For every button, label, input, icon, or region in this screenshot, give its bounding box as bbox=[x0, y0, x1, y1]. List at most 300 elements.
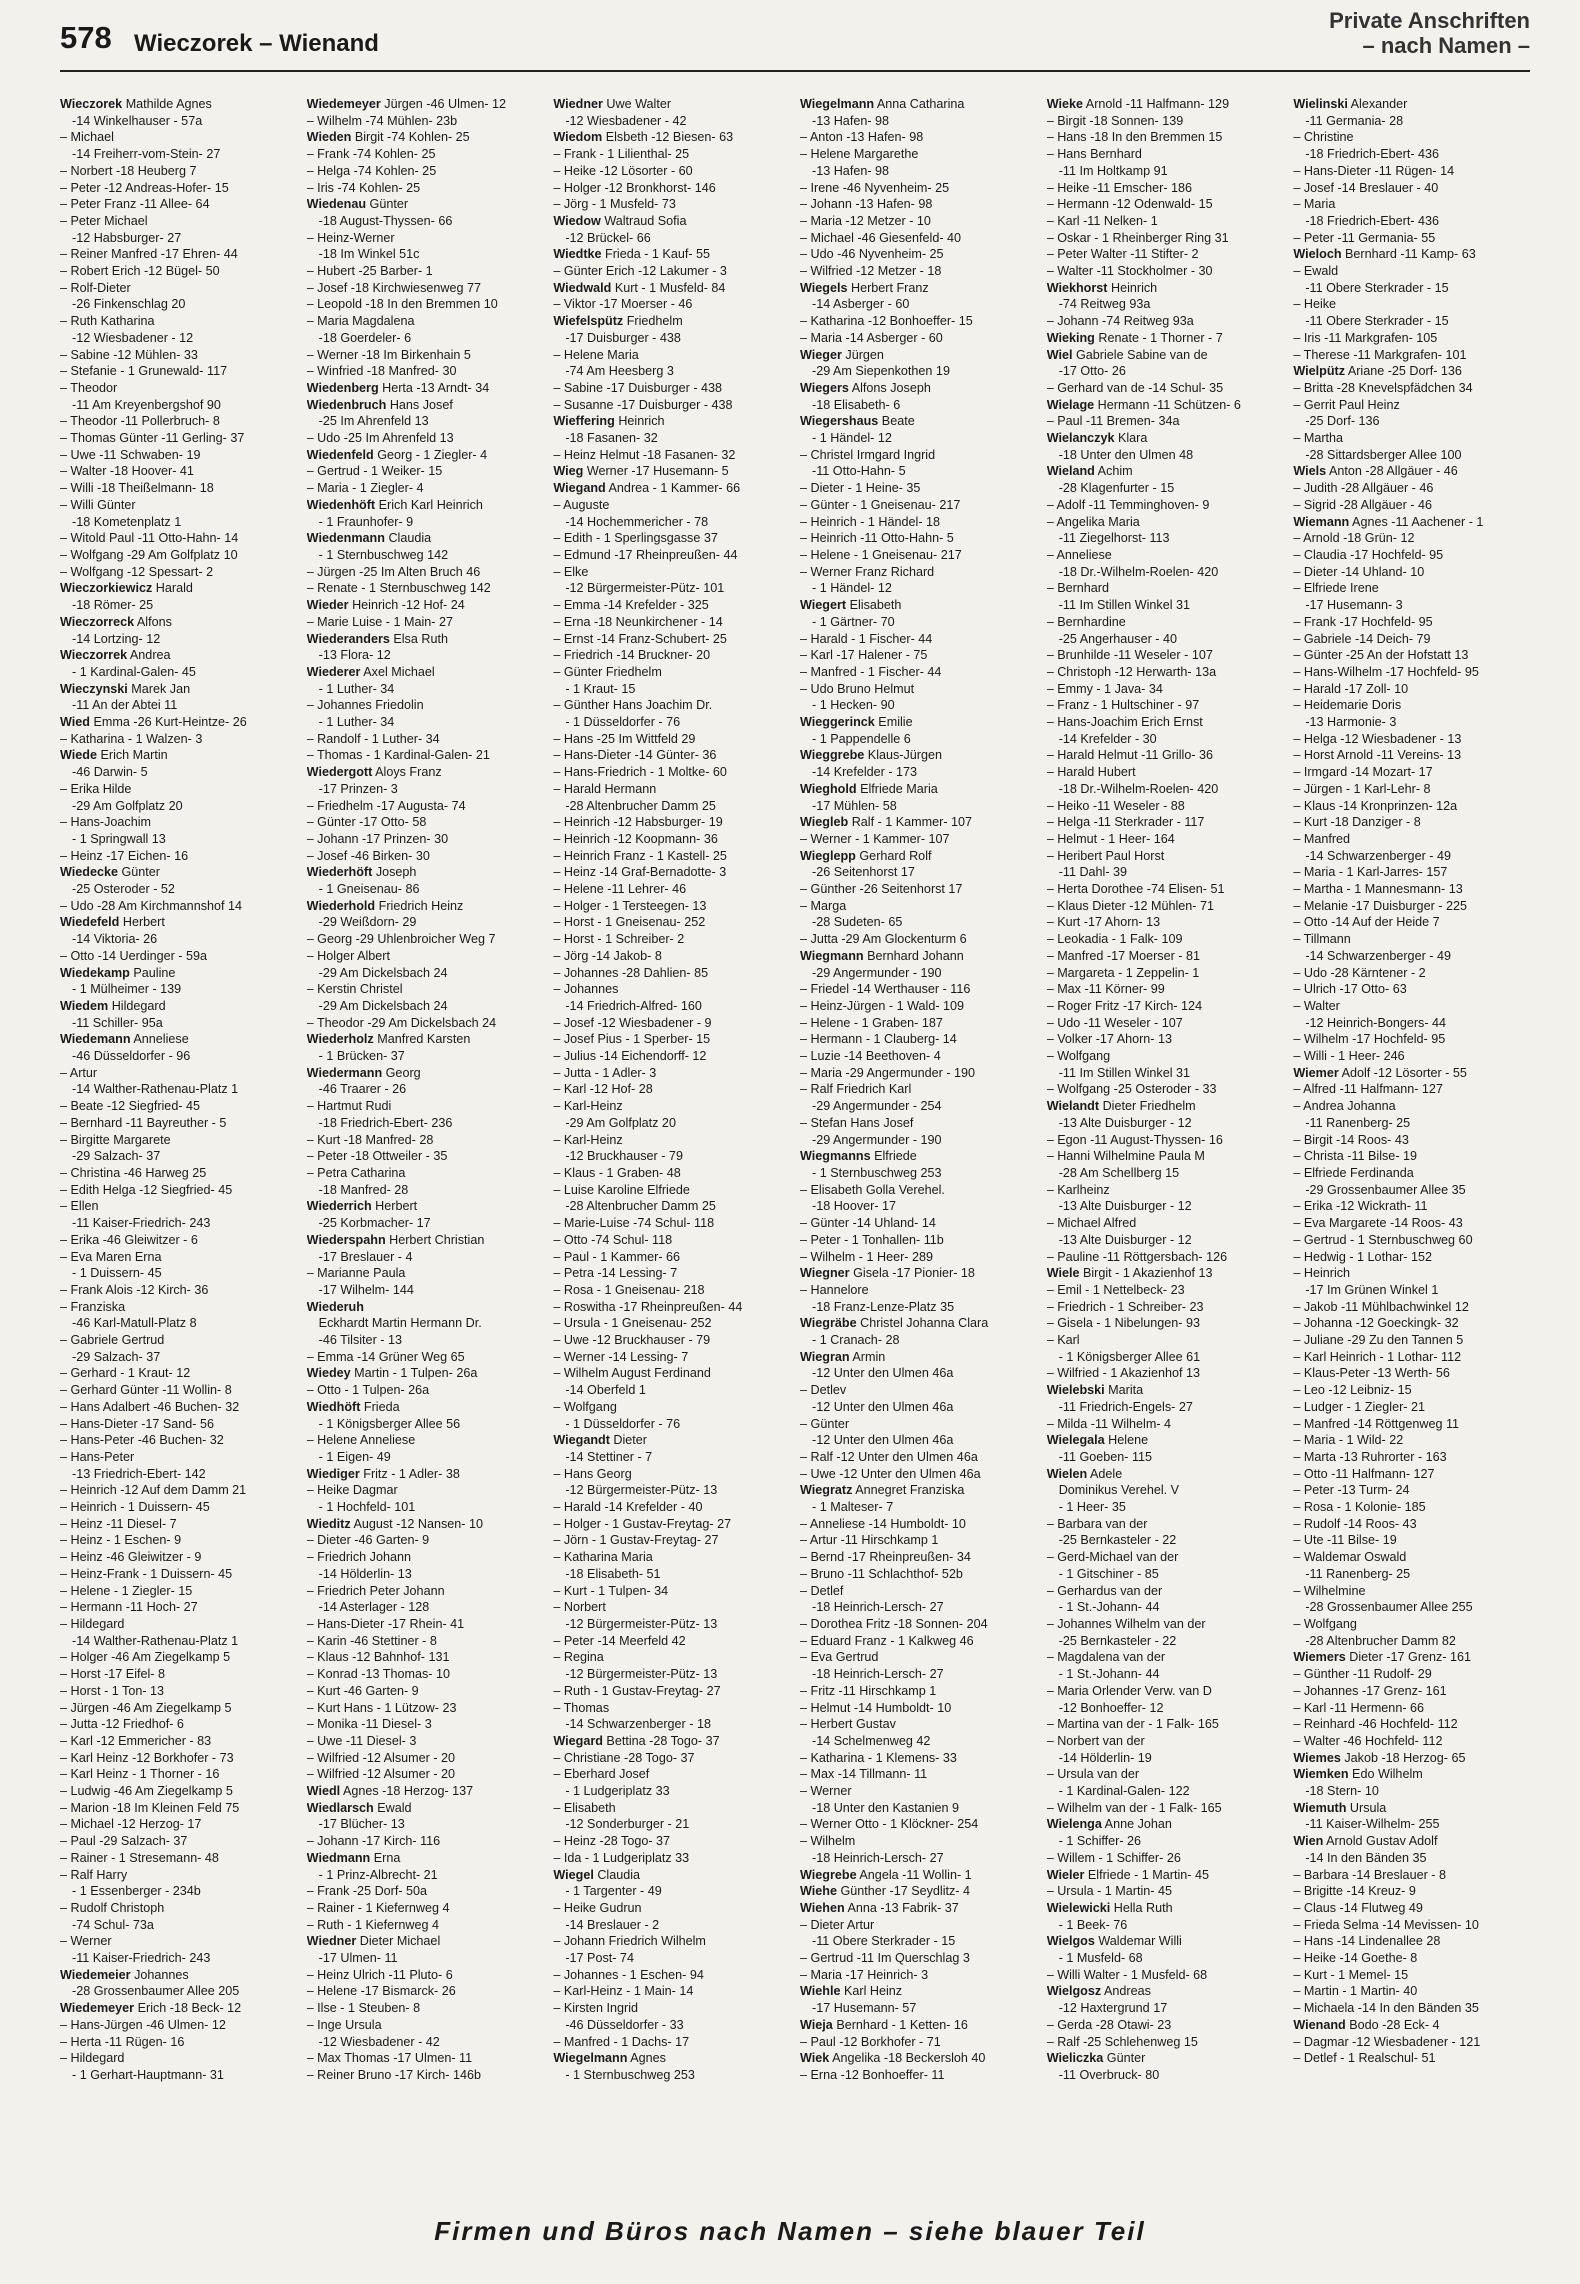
entry-text: -18 Friedrich-Ebert- 436 bbox=[1305, 213, 1440, 228]
directory-entry bbox=[800, 463, 1037, 480]
directory-entry bbox=[553, 397, 790, 414]
directory-entry bbox=[1293, 196, 1530, 213]
entry-text: – Heinrich -12 Habsburger- 19 bbox=[553, 815, 723, 830]
entry-text: – Paul - 1 Kammer- 66 bbox=[553, 1249, 681, 1264]
directory-entry bbox=[60, 714, 297, 731]
directory-entry bbox=[1293, 1766, 1530, 1783]
entry-text: – Heiko -11 Weseler - 88 bbox=[1046, 798, 1185, 813]
directory-entry bbox=[1047, 1883, 1284, 1900]
directory-entry bbox=[1293, 1700, 1530, 1717]
entry-text: – Peter - 1 Tonhallen- 11b bbox=[800, 1232, 944, 1247]
directory-entry bbox=[307, 1967, 544, 1984]
directory-entry bbox=[553, 1900, 790, 1917]
directory-column-4 bbox=[800, 96, 1037, 2176]
directory-entry bbox=[1293, 1933, 1530, 1950]
directory-entry bbox=[307, 1382, 544, 1399]
directory-entry bbox=[307, 447, 544, 464]
directory-entry bbox=[1047, 747, 1284, 764]
directory-entry bbox=[800, 1499, 1037, 1516]
directory-entry bbox=[1047, 1065, 1284, 1082]
entry-text: – Heike -12 Lösorter - 60 bbox=[553, 163, 693, 178]
entry-text: – Werner -18 Im Birkenhain 5 bbox=[306, 347, 471, 362]
directory-entry bbox=[60, 1816, 297, 1833]
directory-entry bbox=[800, 831, 1037, 848]
directory-entry bbox=[307, 497, 544, 514]
directory-entry bbox=[60, 1048, 297, 1065]
entry-text: -12 Wiesbadener - 42 bbox=[565, 113, 687, 128]
entry-text: – Ernst -14 Franz-Schubert- 25 bbox=[553, 631, 727, 646]
entry-surname: Wiemer bbox=[1293, 1065, 1339, 1080]
directory-entry bbox=[307, 1315, 544, 1332]
directory-entry bbox=[1293, 2034, 1530, 2051]
entry-text: – Helene Anneliese bbox=[306, 1433, 416, 1448]
directory-entry bbox=[800, 1883, 1037, 1900]
entry-text: – Gerhard - 1 Kraut- 12 bbox=[60, 1366, 191, 1381]
directory-entry bbox=[307, 864, 544, 881]
entry-text: -12 Bruckhauser - 79 bbox=[565, 1149, 683, 1164]
entry-surname: Wielanczyk bbox=[1046, 431, 1115, 446]
directory-entry bbox=[1047, 1115, 1284, 1132]
directory-entry bbox=[1047, 463, 1284, 480]
directory-entry bbox=[1293, 1466, 1530, 1483]
directory-entry bbox=[1293, 697, 1530, 714]
directory-entry bbox=[307, 1449, 544, 1466]
entry-text: – Sabine -17 Duisburger - 438 bbox=[553, 380, 723, 395]
entry-text: – Karlheinz bbox=[1046, 1182, 1110, 1197]
entry-text: - 1 Essenberger - 234b bbox=[72, 1884, 201, 1899]
entry-text: Elfriede - 1 Martin- 45 bbox=[1087, 1867, 1209, 1882]
directory-entry bbox=[800, 1449, 1037, 1466]
entry-text: – Marie-Luise -74 Schul- 118 bbox=[553, 1216, 715, 1231]
directory-entry bbox=[1047, 798, 1284, 815]
directory-entry bbox=[60, 430, 297, 447]
entry-text: – Julius -14 Eichendorff- 12 bbox=[553, 1049, 707, 1064]
entry-text: – Milda -11 Wilhelm- 4 bbox=[1046, 1416, 1172, 1431]
directory-entry bbox=[60, 1716, 297, 1733]
directory-entry bbox=[1293, 614, 1530, 631]
directory-entry bbox=[800, 1816, 1037, 1833]
entry-text: – Gabriele -14 Deich- 79 bbox=[1293, 631, 1431, 646]
directory-entry bbox=[553, 263, 790, 280]
entry-surname: Wieden bbox=[306, 130, 352, 145]
entry-text: – Wilfried - 1 Akazienhof 13 bbox=[1046, 1366, 1200, 1381]
entry-text: – Walter -11 Stockholmer - 30 bbox=[1046, 264, 1213, 279]
entry-text: – Norbert bbox=[553, 1600, 606, 1615]
entry-surname: Wieczorreck bbox=[60, 614, 135, 629]
entry-text: Johannes bbox=[134, 1967, 189, 1982]
entry-text: – Maria -29 Angermunder - 190 bbox=[800, 1065, 976, 1080]
directory-entry bbox=[1293, 998, 1530, 1015]
directory-entry bbox=[307, 1098, 544, 1115]
directory-entry bbox=[553, 647, 790, 664]
entry-text: -17 Post- 74 bbox=[565, 1951, 634, 1966]
directory-entry bbox=[800, 447, 1037, 464]
directory-entry bbox=[60, 230, 297, 247]
entry-text: -17 Duisburger - 438 bbox=[565, 330, 681, 345]
entry-text: -12 Unter den Ulmen 46a bbox=[812, 1366, 954, 1381]
directory-entry bbox=[307, 313, 544, 330]
entry-text: -18 Goerdeler- 6 bbox=[318, 330, 412, 345]
entry-text: – Bruno -11 Schlachthof- 52b bbox=[800, 1566, 963, 1581]
entry-text: – Otto - 1 Tulpen- 26a bbox=[306, 1383, 430, 1398]
directory-entry bbox=[307, 631, 544, 648]
directory-entry bbox=[307, 1249, 544, 1266]
entry-text: Friedrich Heinz bbox=[378, 898, 464, 913]
directory-entry bbox=[553, 213, 790, 230]
entry-text: – Peter -12 Andreas-Hofer- 15 bbox=[60, 180, 229, 195]
entry-surname: Wiegratz bbox=[800, 1483, 853, 1498]
entry-text: – Gerhardus van der bbox=[1046, 1583, 1163, 1598]
entry-text: -12 Unter den Ulmen 46a bbox=[812, 1433, 954, 1448]
directory-entry bbox=[553, 1065, 790, 1082]
entry-surname: Wieczynski bbox=[60, 681, 128, 696]
directory-entry bbox=[800, 714, 1037, 731]
directory-entry bbox=[60, 1683, 297, 1700]
entry-text: – Erna -12 Bonhoeffer- 11 bbox=[800, 2067, 945, 2082]
directory-entry bbox=[60, 864, 297, 881]
entry-text: – Katharina -12 Bonhoeffer- 15 bbox=[800, 314, 973, 329]
entry-surname: Wielandt bbox=[1046, 1099, 1100, 1114]
directory-entry bbox=[60, 647, 297, 664]
entry-text: -28 Sittardsberger Allee 100 bbox=[1305, 447, 1462, 462]
entry-text: – Rolf-Dieter bbox=[60, 280, 131, 295]
entry-text: Manfred Karsten bbox=[377, 1032, 471, 1047]
directory-entry bbox=[553, 764, 790, 781]
entry-text: Arnold Gustav Adolf bbox=[1326, 1834, 1438, 1849]
entry-text: Herbert Franz bbox=[851, 280, 929, 295]
entry-text: -18 Elisabeth- 51 bbox=[565, 1566, 661, 1581]
directory-entry bbox=[1047, 1232, 1284, 1249]
entry-text: – Udo -46 Nyvenheim- 25 bbox=[800, 247, 944, 262]
entry-text: -11 Im Stillen Winkel 31 bbox=[1058, 598, 1191, 613]
entry-text: Anneliese bbox=[133, 1032, 189, 1047]
directory-entry bbox=[60, 2034, 297, 2051]
entry-text: -18 Elisabeth- 6 bbox=[812, 397, 901, 412]
directory-entry bbox=[800, 1065, 1037, 1082]
entry-text: – Dieter -46 Garten- 9 bbox=[306, 1533, 430, 1548]
directory-entry bbox=[1293, 631, 1530, 648]
entry-text: Karl Heinz bbox=[844, 1984, 903, 1999]
entry-text: -28 Grossenbaumer Allee 255 bbox=[1305, 1600, 1473, 1615]
entry-text: – Kurt -17 Ahorn- 13 bbox=[1046, 915, 1161, 930]
entry-text: – Dieter -14 Uhland- 10 bbox=[1293, 564, 1425, 579]
directory-entry bbox=[800, 564, 1037, 581]
directory-entry bbox=[307, 1132, 544, 1149]
directory-entry bbox=[553, 864, 790, 881]
entry-text: - 1 Brücken- 37 bbox=[318, 1049, 405, 1064]
directory-entry bbox=[60, 831, 297, 848]
entry-text: – Udo -28 Am Kirchmannshof 14 bbox=[60, 898, 243, 913]
entry-text: Birgit - 1 Akazienhof 13 bbox=[1082, 1266, 1213, 1281]
directory-entry bbox=[307, 564, 544, 581]
entry-text: -17 Otto- 26 bbox=[1058, 364, 1126, 379]
directory-entry bbox=[1047, 1683, 1284, 1700]
directory-entry bbox=[307, 1332, 544, 1349]
entry-surname: Wied bbox=[60, 715, 90, 730]
entry-text: – Jörn - 1 Gustav-Freytag- 27 bbox=[553, 1533, 719, 1548]
entry-text: – Otto -14 Uerdinger - 59a bbox=[60, 948, 208, 963]
entry-text: -26 Finkenschlag 20 bbox=[72, 297, 186, 312]
directory-entry bbox=[553, 347, 790, 364]
entry-text: – Heinz Helmut -18 Fasanen- 32 bbox=[553, 447, 736, 462]
entry-text: Georg bbox=[385, 1065, 421, 1080]
entry-text: – Hermann -12 Odenwald- 15 bbox=[1046, 197, 1213, 212]
entry-text: -18 Franz-Lenze-Platz 35 bbox=[812, 1299, 955, 1314]
entry-text: -11 Germania- 28 bbox=[1305, 113, 1404, 128]
entry-surname: Wiele bbox=[1046, 1266, 1080, 1281]
directory-entry bbox=[307, 380, 544, 397]
entry-surname: Wieczorek bbox=[60, 97, 123, 111]
entry-text: – Detlef bbox=[800, 1583, 844, 1598]
entry-text: -17 Mühlen- 58 bbox=[812, 798, 897, 813]
entry-text: – Herta Dorothee -74 Elisen- 51 bbox=[1046, 882, 1225, 897]
section-title bbox=[1329, 8, 1530, 58]
entry-surname: Wiediger bbox=[306, 1466, 360, 1481]
entry-text: -14 In den Bänden 35 bbox=[1305, 1850, 1427, 1865]
directory-entry bbox=[1047, 831, 1284, 848]
entry-text: – Wolfgang bbox=[1046, 1049, 1111, 1064]
entry-text: – Christel Irmgard Ingrid bbox=[800, 447, 936, 462]
entry-text: -11 Kaiser-Friedrich- 243 bbox=[72, 1951, 211, 1966]
entry-text: Pauline bbox=[133, 965, 176, 980]
entry-text: – Günter -25 An der Hofstatt 13 bbox=[1293, 648, 1469, 663]
entry-text: – Alfred -11 Halfmann- 127 bbox=[1293, 1082, 1443, 1097]
entry-text: – Heinz-Frank - 1 Duissern- 45 bbox=[60, 1566, 233, 1581]
directory-entry bbox=[1047, 1933, 1284, 1950]
entry-text: -11 Schiller- 95a bbox=[72, 1015, 163, 1030]
entry-text: – Marga bbox=[800, 898, 847, 913]
directory-entry bbox=[1047, 163, 1284, 180]
entry-text: Bettina -28 Togo- 37 bbox=[606, 1733, 720, 1748]
directory-entry bbox=[1293, 397, 1530, 414]
entry-text: – Judith -28 Allgäuer - 46 bbox=[1293, 481, 1434, 496]
entry-text: – Auguste bbox=[553, 497, 610, 512]
entry-text: -18 Kometenplatz 1 bbox=[72, 514, 182, 529]
directory-entry bbox=[1293, 764, 1530, 781]
entry-text: – Josef -46 Birken- 30 bbox=[306, 848, 430, 863]
entry-surname: Wiegand bbox=[553, 481, 606, 496]
directory-entry bbox=[60, 447, 297, 464]
directory-entry bbox=[1293, 1532, 1530, 1549]
directory-entry bbox=[1293, 1148, 1530, 1165]
entry-text: - 1 Sternbuschweg 142 bbox=[318, 547, 449, 562]
directory-entry bbox=[60, 1549, 297, 1566]
entry-text: -29 Am Dickelsbach 24 bbox=[318, 965, 448, 980]
directory-entry bbox=[307, 681, 544, 698]
directory-entry bbox=[800, 296, 1037, 313]
directory-entry bbox=[60, 931, 297, 948]
directory-entry bbox=[307, 363, 544, 380]
entry-surname: Wielenga bbox=[1046, 1817, 1102, 1832]
directory-entry bbox=[307, 246, 544, 263]
directory-entry bbox=[800, 747, 1037, 764]
entry-text: – Walter bbox=[1293, 998, 1340, 1013]
entry-text: - 1 St.-Johann- 44 bbox=[1058, 1600, 1160, 1615]
directory-entry bbox=[553, 1399, 790, 1416]
directory-entry bbox=[800, 113, 1037, 130]
entry-text: - 1 Beek- 76 bbox=[1058, 1917, 1128, 1932]
directory-entry bbox=[1047, 1532, 1284, 1549]
directory-entry bbox=[1293, 1566, 1530, 1583]
entry-text: – Eva Gertrud bbox=[800, 1650, 879, 1665]
entry-text: – Günter Erich -12 Lakumer - 3 bbox=[553, 264, 727, 279]
directory-entry bbox=[1293, 814, 1530, 831]
entry-text: – Ursula - 1 Gneisenau- 252 bbox=[553, 1316, 712, 1331]
entry-text: - 1 Pappendelle 6 bbox=[812, 731, 911, 746]
entry-text: – Hans -18 In den Bremmen 15 bbox=[1046, 130, 1223, 145]
directory-entry bbox=[1293, 1182, 1530, 1199]
entry-text: – Hildegard bbox=[60, 2051, 125, 2066]
entry-text: – Uwe -12 Unter den Ulmen 46a bbox=[800, 1466, 981, 1481]
directory-entry bbox=[1293, 447, 1530, 464]
entry-text: -14 Walther-Rathenau-Platz 1 bbox=[72, 1633, 239, 1648]
entry-text: – Josef Pius - 1 Sperber- 15 bbox=[553, 1032, 711, 1047]
directory-entry bbox=[1293, 1750, 1530, 1767]
directory-entry bbox=[1293, 347, 1530, 364]
entry-text: -18 Dr.-Wilhelm-Roelen- 420 bbox=[1058, 564, 1219, 579]
entry-text: – Heinz-Werner bbox=[306, 230, 395, 245]
entry-text: – Johannes Friedolin bbox=[306, 698, 424, 713]
directory-entry bbox=[553, 747, 790, 764]
directory-entry bbox=[800, 380, 1037, 397]
entry-text: – Christa -11 Bilse- 19 bbox=[1293, 1149, 1418, 1164]
directory-entry bbox=[60, 898, 297, 915]
entry-text: Angela -11 Wollin- 1 bbox=[859, 1867, 972, 1882]
directory-entry bbox=[800, 230, 1037, 247]
directory-entry bbox=[1293, 1249, 1530, 1266]
entry-surname: Wiedner bbox=[306, 1934, 357, 1949]
directory-entry bbox=[307, 1800, 544, 1817]
directory-entry bbox=[1293, 1048, 1530, 1065]
entry-text: -74 Reitweg 93a bbox=[1058, 297, 1151, 312]
entry-surname: Wiede bbox=[60, 748, 97, 763]
directory-entry bbox=[60, 1198, 297, 1215]
directory-entry bbox=[1293, 898, 1530, 915]
entry-surname: Wiedenhöft bbox=[306, 497, 376, 512]
directory-entry bbox=[1293, 1332, 1530, 1349]
directory-entry bbox=[553, 1750, 790, 1767]
entry-surname: Wien bbox=[1293, 1834, 1324, 1849]
entry-text: – Renate - 1 Sternbuschweg 142 bbox=[306, 581, 491, 596]
entry-text: – Hildegard bbox=[60, 1616, 125, 1631]
directory-entry bbox=[60, 747, 297, 764]
entry-text: Anna Catharina bbox=[876, 97, 965, 111]
entry-text: - 1 Ludgeriplatz 33 bbox=[565, 1784, 670, 1799]
directory-entry bbox=[1293, 1365, 1530, 1382]
directory-entry bbox=[800, 1349, 1037, 1366]
entry-text: Anne Johan bbox=[1104, 1817, 1172, 1832]
directory-entry bbox=[800, 948, 1037, 965]
entry-surname: Wieja bbox=[800, 2017, 833, 2032]
entry-text: -11 Im Stillen Winkel 31 bbox=[1058, 1065, 1191, 1080]
entry-text: – Friedrich Peter Johann bbox=[306, 1583, 445, 1598]
directory-entry bbox=[800, 1983, 1037, 2000]
entry-surname: Wiegleb bbox=[800, 815, 849, 830]
entry-surname: Wiedl bbox=[306, 1784, 341, 1799]
directory-entry bbox=[307, 1649, 544, 1666]
directory-entry bbox=[800, 1466, 1037, 1483]
directory-entry bbox=[60, 463, 297, 480]
directory-entry bbox=[800, 480, 1037, 497]
entry-text: – Karl Heinz - 1 Thorner - 16 bbox=[60, 1767, 220, 1782]
directory-entry bbox=[553, 1683, 790, 1700]
entry-text: -25 Angerhauser - 40 bbox=[1058, 631, 1178, 646]
directory-entry bbox=[553, 631, 790, 648]
entry-text: - 1 Gneisenau- 86 bbox=[318, 882, 420, 897]
entry-surname: Wiedenfeld bbox=[306, 447, 374, 462]
entry-text: -11 Friedrich-Engels- 27 bbox=[1058, 1399, 1193, 1414]
directory-entry bbox=[1047, 1198, 1284, 1215]
directory-entry bbox=[1047, 1750, 1284, 1767]
entry-text: -12 Bonhoeffer- 12 bbox=[1058, 1700, 1164, 1715]
entry-text: – Martha bbox=[1293, 431, 1344, 446]
directory-entry bbox=[60, 1883, 297, 1900]
directory-entry bbox=[1293, 1198, 1530, 1215]
entry-surname: Wiel bbox=[1046, 347, 1073, 362]
entry-text: – Harald Helmut -11 Grillo- 36 bbox=[1046, 748, 1214, 763]
entry-text: – Heinz -14 Graf-Bernadotte- 3 bbox=[553, 865, 727, 880]
directory-entry bbox=[553, 1833, 790, 1850]
entry-text: – Reiner Bruno -17 Kirch- 146b bbox=[306, 2067, 481, 2082]
entry-text: – Gertrud -11 Im Querschlag 3 bbox=[800, 1951, 970, 1966]
entry-text: - 1 Kardinal-Galen- 122 bbox=[1058, 1784, 1190, 1799]
directory-entry bbox=[1047, 1833, 1284, 1850]
directory-entry bbox=[1293, 1432, 1530, 1449]
directory-entry bbox=[800, 1215, 1037, 1232]
directory-entry bbox=[1293, 1583, 1530, 1600]
entry-text: – Erika Hilde bbox=[60, 781, 132, 796]
directory-entry bbox=[800, 2050, 1037, 2067]
entry-text: – Karl-Heinz bbox=[553, 1099, 623, 1114]
entry-text: – Heike -11 Emscher- 186 bbox=[1046, 180, 1193, 195]
entry-text: Ewald bbox=[377, 1800, 412, 1815]
directory-entry bbox=[1047, 514, 1284, 531]
entry-text: -17 Ulmen- 11 bbox=[318, 1951, 398, 1966]
directory-entry bbox=[60, 2050, 297, 2067]
directory-entry bbox=[307, 129, 544, 146]
directory-entry bbox=[307, 831, 544, 848]
directory-entry bbox=[60, 948, 297, 965]
entry-text: - 1 Mülheimer - 139 bbox=[72, 982, 182, 997]
entry-text: Andreas bbox=[1103, 1984, 1151, 1999]
directory-entry bbox=[1047, 1616, 1284, 1633]
directory-entry bbox=[1047, 1015, 1284, 1032]
directory-entry bbox=[553, 1766, 790, 1783]
directory-entry bbox=[307, 1733, 544, 1750]
entry-text: – Ludger - 1 Ziegler- 21 bbox=[1293, 1399, 1425, 1414]
entry-text: – Hans Adalbert -46 Buchen- 32 bbox=[60, 1399, 240, 1414]
directory-entry bbox=[800, 1950, 1037, 1967]
entry-text: -18 Römer- 25 bbox=[72, 598, 154, 613]
directory-entry bbox=[800, 1783, 1037, 1800]
entry-text: - 1 Schiffer- 26 bbox=[1058, 1834, 1142, 1849]
directory-entry bbox=[553, 2034, 790, 2051]
directory-entry bbox=[1293, 747, 1530, 764]
directory-entry bbox=[800, 1098, 1037, 1115]
entry-text: – Magdalena van der bbox=[1046, 1650, 1166, 1665]
entry-text: – Heinrich - 1 Duissern- 45 bbox=[60, 1500, 210, 1515]
page-header bbox=[60, 8, 1530, 68]
entry-text: – Inge Ursula bbox=[306, 2017, 382, 2032]
entry-text: – Sabine -12 Mühlen- 33 bbox=[60, 347, 198, 362]
directory-entry bbox=[60, 998, 297, 1015]
directory-entry bbox=[553, 1031, 790, 1048]
entry-surname: Wiedey bbox=[306, 1366, 351, 1381]
directory-entry bbox=[1047, 330, 1284, 347]
entry-text: -18 Manfred- 28 bbox=[318, 1182, 409, 1197]
directory-entry bbox=[1293, 1282, 1530, 1299]
directory-entry bbox=[1293, 263, 1530, 280]
